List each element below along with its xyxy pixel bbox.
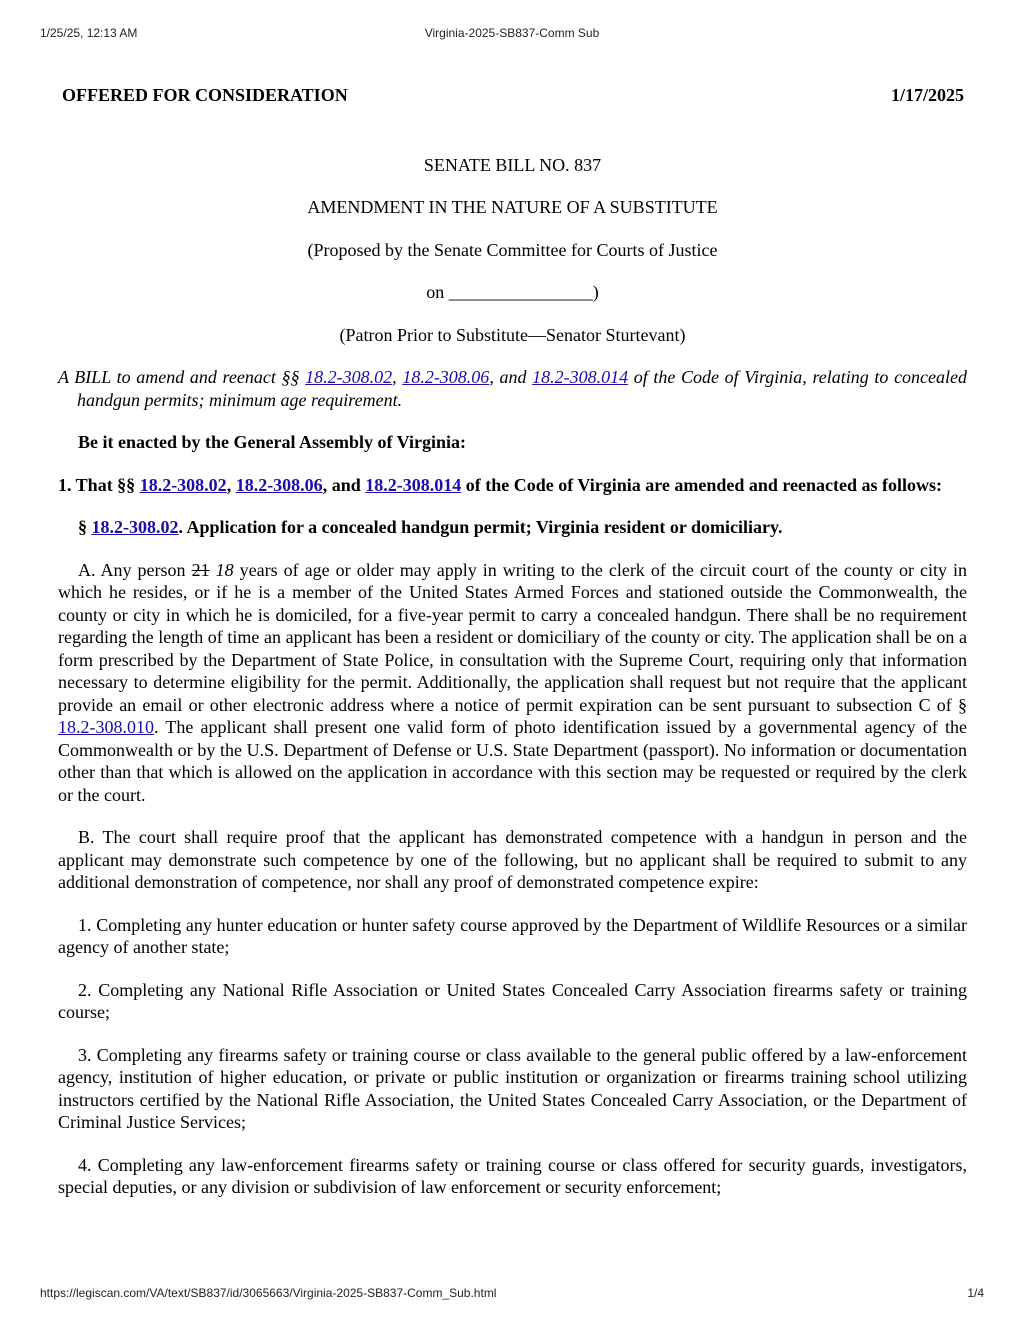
section-one [58,474,967,497]
list-item-1: 1. Completing any hunter education or hunter safety course approved by the Department of Wildlife Resources or a similar agency of another state; [58,914,967,957]
list-item-3: 3. Completing any firearms safety or training course or class available to the general public offered by a law-enforcement agency, institution of higher education, or private or public institution or organization or firearms training school utilizing instructors certified by the National Rifle Association, the United States Concealed Carry Association, or the Department of Criminal Justice Services; [58,1044,967,1132]
print-doc-title: Virginia-2025-SB837-Comm Sub [424,26,600,40]
amendment-title: AMENDMENT IN THE NATURE OF A SUBSTITUTE [307,197,718,217]
list-item-4: 4. Completing any law-enforcement firearms safety or training course or class offered for security guards, investigators, special deputies, or any division or subdivision of law enforcement or security enforcement; [58,1154,967,1197]
summary-prefix: A BILL to amend and reenact §§ [58,367,306,387]
para-a-middle: years of age or older may apply in writing to the clerk of the circuit court of the county or city in which he resides, or if he is a member of the United States Armed Forces and stationed outside the Commonwealth, the county or city in which he is domiciled, for a five-year permit to carry a concealed handgun. There shall be no requirement regarding the length of time an applicant has been a resident or domiciliary of the county or city. The application shall be on a form prescribed by the Department of State Police, in consultation with the Supreme Court, requiring only that information necessary to determine eligibility for the permit. Additionally, the application shall request but not require that the applicant provide an email or other electronic address where a notice of permit expiration can be sent pursuant to subsection C of § [58,559,967,715]
section1-suffix: of the Code of Virginia are amended and reenacted as follows: [461,474,943,495]
section1-prefix: 1. That §§ [58,474,140,495]
print-url: https://legiscan.com/VA/text/SB837/id/3065663/Virginia-2025-SB837-Comm_Sub.html [40,1286,497,1300]
bill-summary [58,366,967,411]
para-a-link[interactable]: 18.2-308.010 [58,717,154,737]
bill-document [58,84,967,1199]
print-datetime: 1/25/25, 12:13 AM [40,26,138,40]
section1-sep-2: , and [322,474,366,495]
section-heading [58,516,967,539]
patron-line: (Patron Prior to Substitute—Senator Sturtevant) [339,324,686,345]
enacting-clause: Be it enacted by the General Assembly of Virginia: [78,432,466,452]
para-a-start: A. Any person [78,559,192,580]
section1-sep-1: , [226,474,236,495]
list-item-2: 2. Completing any National Rifle Association or United States Concealed Carry Association firearms safety or training course; [58,979,967,1022]
inserted-text: 18 [209,559,234,580]
summary-link-2[interactable]: 18.2-308.06 [402,367,490,387]
section1-link-1[interactable]: 18.2-308.02 [139,474,227,495]
section-symbol: § [78,517,92,537]
section-heading-text: . Application for a concealed handgun permit; Virginia resident or domiciliary. [178,517,783,537]
para-a-end: . The applicant shall present one valid form of photo identification issued by a governmental agency of the Commonwealth or by the U.S. Department of Defense or U.S. State Department (passport). No information or documentation other than that which is allowed on the application in accordance with this section may be requested or required by the clerk or the court. [58,717,967,805]
bill-number: SENATE BILL NO. 837 [423,154,602,175]
offered-label: OFFERED FOR CONSIDERATION [62,85,348,105]
section-heading-link[interactable]: 18.2-308.02 [91,517,179,537]
offered-header [62,84,964,107]
section1-link-3[interactable]: 18.2-308.014 [365,474,462,495]
proposed-by: (Proposed by the Senate Committee for Courts of Justice [307,239,718,260]
paragraph-a [58,559,967,807]
summary-link-1[interactable]: 18.2-308.02 [305,367,393,387]
summary-link-3[interactable]: 18.2-308.014 [532,367,629,387]
summary-suffix: of the Code of Virginia, relating to concealed handgun permits; minimum age requirement. [77,367,968,410]
paragraph-b: B. The court shall require proof that the applicant has demonstrated competence with a handgun in person and the applicant may demonstrate such competence by one of the following, but no applicant shall be required to submit to any additional demonstration of competence, nor shall any proof of demonstrated competence expire: [58,827,967,892]
summary-sep-2: , and [489,367,533,387]
on-date-line: on ________________) [426,282,599,302]
section1-link-2[interactable]: 18.2-308.06 [235,474,323,495]
offered-date: 1/17/2025 [890,85,964,105]
struck-text: 21 [191,559,210,580]
print-page-number: 1/4 [967,1286,984,1300]
summary-sep-1: , [392,367,403,387]
